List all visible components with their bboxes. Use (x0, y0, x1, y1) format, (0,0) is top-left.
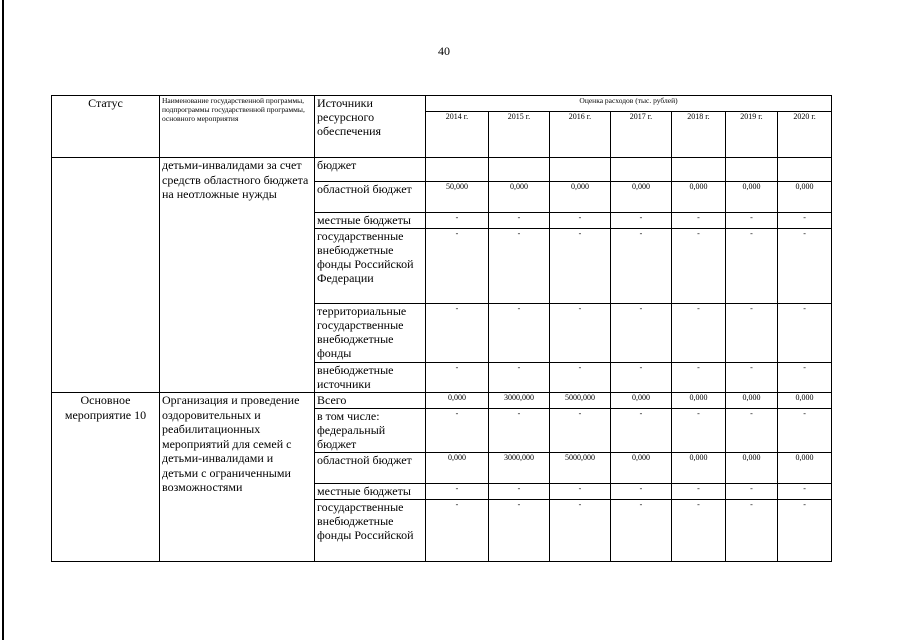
value-cell: - (726, 483, 778, 499)
value-cell: - (778, 303, 832, 362)
value-cell (726, 158, 778, 182)
value-cell: 0,000 (611, 393, 672, 409)
value-cell: 0,000 (550, 182, 611, 213)
status-cell: Основное мероприятие 10 (52, 393, 160, 562)
name-header: Наименование государственной программы, подпрограммы государственной программы, основного мероприятия (160, 96, 315, 158)
year-header: 2019 г. (726, 112, 778, 158)
source-cell: внебюджетные источники (315, 362, 426, 392)
year-header: 2018 г. (672, 112, 726, 158)
value-cell: - (672, 362, 726, 392)
value-cell (550, 158, 611, 182)
value-cell: 0,000 (778, 453, 832, 483)
value-cell: - (672, 303, 726, 362)
source-cell: областной бюджет (315, 453, 426, 483)
value-cell: - (611, 303, 672, 362)
value-cell: - (672, 213, 726, 229)
year-header: 2020 г. (778, 112, 832, 158)
value-cell: - (778, 499, 832, 561)
sources-header: Источники ресурсного обеспечения (315, 96, 426, 158)
value-cell: - (611, 362, 672, 392)
value-cell: - (550, 499, 611, 561)
value-cell: - (611, 229, 672, 303)
value-cell: - (672, 499, 726, 561)
value-cell: - (726, 499, 778, 561)
table-row (52, 393, 832, 409)
value-cell: 50,000 (426, 182, 489, 213)
source-cell: местные бюджеты (315, 483, 426, 499)
year-header: 2017 г. (611, 112, 672, 158)
value-cell: - (550, 362, 611, 392)
value-cell: 0,000 (611, 182, 672, 213)
value-cell: 0,000 (672, 453, 726, 483)
value-cell: - (426, 499, 489, 561)
year-header: 2016 г. (550, 112, 611, 158)
value-cell: 0,000 (672, 182, 726, 213)
value-cell: 0,000 (726, 453, 778, 483)
value-cell: - (672, 483, 726, 499)
value-cell: - (672, 229, 726, 303)
value-cell: - (726, 362, 778, 392)
page-number: 40 (438, 44, 450, 58)
value-cell: - (489, 229, 550, 303)
value-cell: - (550, 303, 611, 362)
value-cell: - (726, 229, 778, 303)
status-cell-empty (52, 158, 160, 393)
value-cell: 0,000 (726, 393, 778, 409)
page-edge-line (2, 0, 4, 640)
source-cell: местные бюджеты (315, 213, 426, 229)
year-header: 2015 г. (489, 112, 550, 158)
value-cell: - (426, 483, 489, 499)
value-cell: 0,000 (426, 453, 489, 483)
value-cell: - (489, 499, 550, 561)
value-cell: - (778, 213, 832, 229)
value-cell: - (611, 499, 672, 561)
value-cell (672, 158, 726, 182)
value-cell: - (672, 409, 726, 453)
value-cell: - (778, 229, 832, 303)
value-cell: - (489, 213, 550, 229)
value-cell (426, 158, 489, 182)
value-cell: - (778, 362, 832, 392)
value-cell: - (611, 213, 672, 229)
source-cell: государственные внебюджетные фонды Российской (315, 499, 426, 561)
value-cell: 0,000 (672, 393, 726, 409)
value-cell: 0,000 (778, 182, 832, 213)
table-row (52, 158, 832, 182)
value-cell: - (726, 303, 778, 362)
value-cell: - (489, 483, 550, 499)
value-cell: - (426, 409, 489, 453)
source-cell: в том числе: федеральный бюджет (315, 409, 426, 453)
value-cell: 0,000 (778, 393, 832, 409)
source-cell: территориальные государственные внебюджетные фонды (315, 303, 426, 362)
source-cell: бюджет (315, 158, 426, 182)
value-cell (778, 158, 832, 182)
value-cell: - (611, 483, 672, 499)
value-cell: - (550, 229, 611, 303)
value-cell: - (489, 362, 550, 392)
value-cell: - (489, 409, 550, 453)
value-cell: - (426, 303, 489, 362)
value-cell: 5000,000 (550, 453, 611, 483)
value-cell: - (726, 213, 778, 229)
value-cell: - (426, 229, 489, 303)
value-cell: - (550, 213, 611, 229)
value-cell: 3000,000 (489, 393, 550, 409)
value-cell: 0,000 (426, 393, 489, 409)
source-cell: государственные внебюджетные фонды Российской Федерации (315, 229, 426, 303)
value-cell: - (426, 362, 489, 392)
value-cell: 5000,000 (550, 393, 611, 409)
source-cell: областной бюджет (315, 182, 426, 213)
value-cell: - (550, 409, 611, 453)
year-header: 2014 г. (426, 112, 489, 158)
header-row (52, 96, 832, 112)
budget-table (51, 95, 832, 562)
value-cell: 3000,000 (489, 453, 550, 483)
value-cell (611, 158, 672, 182)
value-cell: 0,000 (489, 182, 550, 213)
estimate-header: Оценка расходов (тыс. рублей) (426, 96, 832, 112)
source-cell: Всего (315, 393, 426, 409)
value-cell: - (726, 409, 778, 453)
value-cell: - (611, 409, 672, 453)
value-cell: - (550, 483, 611, 499)
program-name-cell: Организация и проведение оздоровительных и реабилитационных мероприятий для семей с детьми-инвалидами и детьми с ограниченными возможностями (160, 393, 315, 562)
value-cell: - (489, 303, 550, 362)
status-header: Статус (52, 96, 160, 158)
program-name-cell: детьми-инвалидами за счет средств областного бюджета на неотложные нужды (160, 158, 315, 393)
value-cell (489, 158, 550, 182)
value-cell: - (778, 409, 832, 453)
value-cell: - (426, 213, 489, 229)
value-cell: 0,000 (726, 182, 778, 213)
value-cell: - (778, 483, 832, 499)
value-cell: 0,000 (611, 453, 672, 483)
